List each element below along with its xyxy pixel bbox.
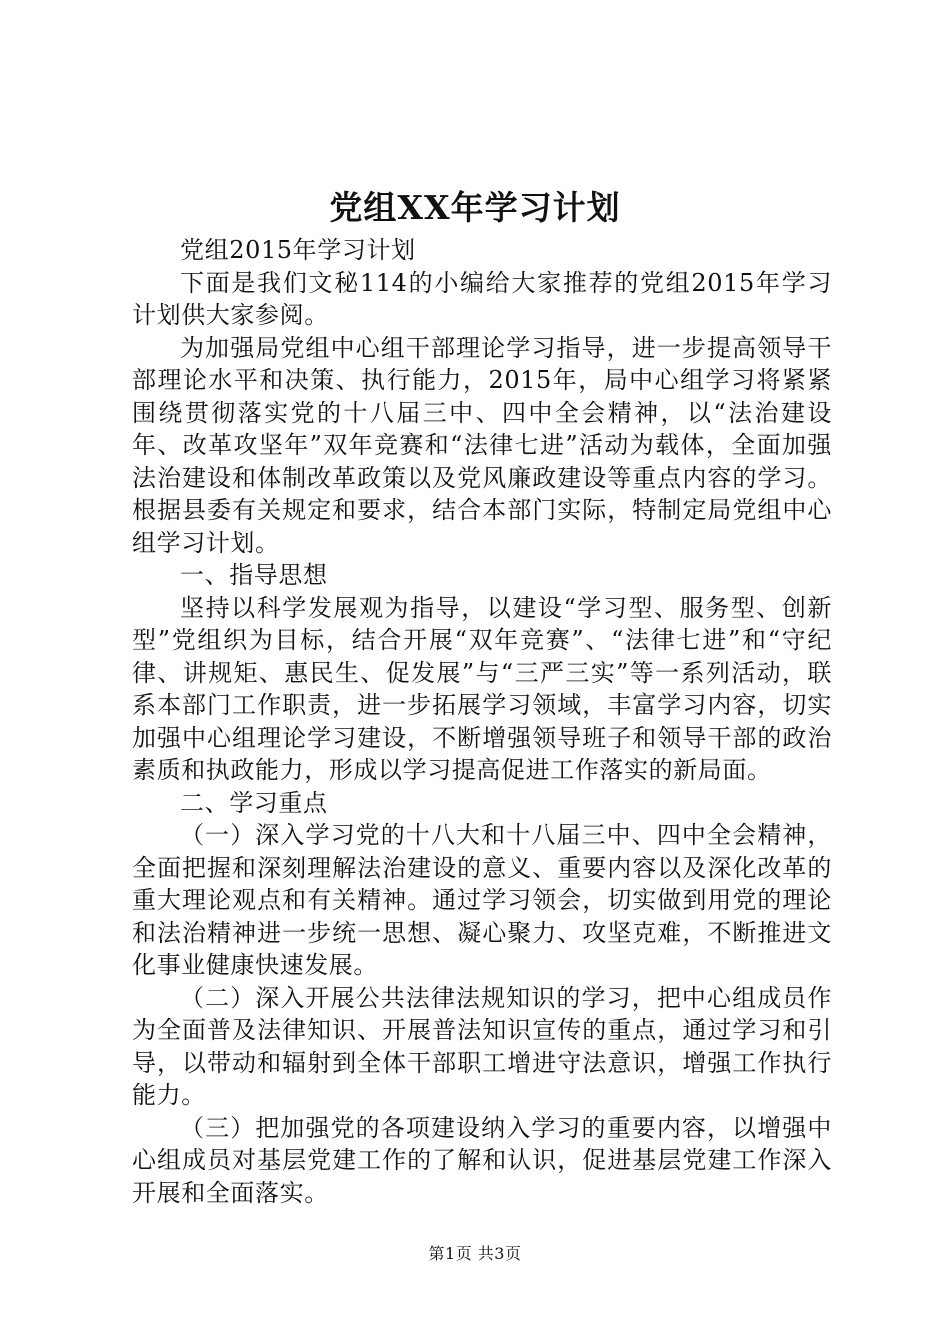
paragraph-intro: 下面是我们文秘114的小编给大家推荐的党组2015年学习计划供大家参阅。 — [132, 268, 832, 329]
heading-study-focus: 二、学习重点 — [180, 788, 328, 817]
document-title: 党组XX年学习计划 — [329, 188, 621, 227]
paragraph-focus-2: （二）深入开展公共法律法规知识的学习，把中心组成员作为全面普及法律知识、开展普法知识宣传的重点，通过学习和引导，以带动和辐射到全体干部职工增进守法意识，增强工作执行能力。 — [132, 983, 832, 1109]
document-body — [132, 234, 832, 1209]
paragraph-subtitle: 党组2015年学习计划 — [180, 236, 416, 264]
paragraph-focus-1: （一）深入学习党的十八大和十八届三中、四中全会精神，全面把握和深刻理解法治建设的意义、重要内容以及深化改革的重大理论观点和有关精神。通过学习领会，切实做到用党的理论和法治精神进一步统一思想、凝心聚力、攻坚克难，不断推进文化事业健康快速发展。 — [132, 821, 832, 979]
paragraph-purpose: 为加强局党组中心组干部理论学习指导，进一步提高领导干部理论水平和决策、执行能力，2015年，局中心组学习将紧紧围绕贯彻落实党的十八届三中、四中全会精神，以“法治建设年、改革攻坚年”双年竞赛和“法律七进”活动为载体，全面加强法治建设和体制改革政策以及党风廉政建设等重点内容的学习。根据县委有关规定和要求，结合本部门实际，特制定局党组中心组学习计划。 — [132, 333, 832, 557]
page-number-footer: 第1页 共3页 — [428, 1244, 522, 1263]
paragraph-guiding-ideology: 坚持以科学发展观为指导，以建设“学习型、服务型、创新型”党组织为目标，结合开展“双年竞赛”、“法律七进”和“守纪律、讲规矩、惠民生、促发展”与“三严三实”等一系列活动，联系本部门工作职责，进一步拓展学习领域，丰富学习内容，切实加强中心组理论学习建设，不断增强领导班子和领导干部的政治素质和执政能力，形成以学习提高促进工作落实的新局面。 — [132, 593, 832, 784]
paragraph-focus-3: （三）把加强党的各项建设纳入学习的重要内容，以增强中心组成员对基层党建工作的了解和认识，促进基层党建工作深入开展和全面落实。 — [132, 1113, 832, 1207]
heading-guiding-ideology: 一、指导思想 — [180, 561, 328, 589]
